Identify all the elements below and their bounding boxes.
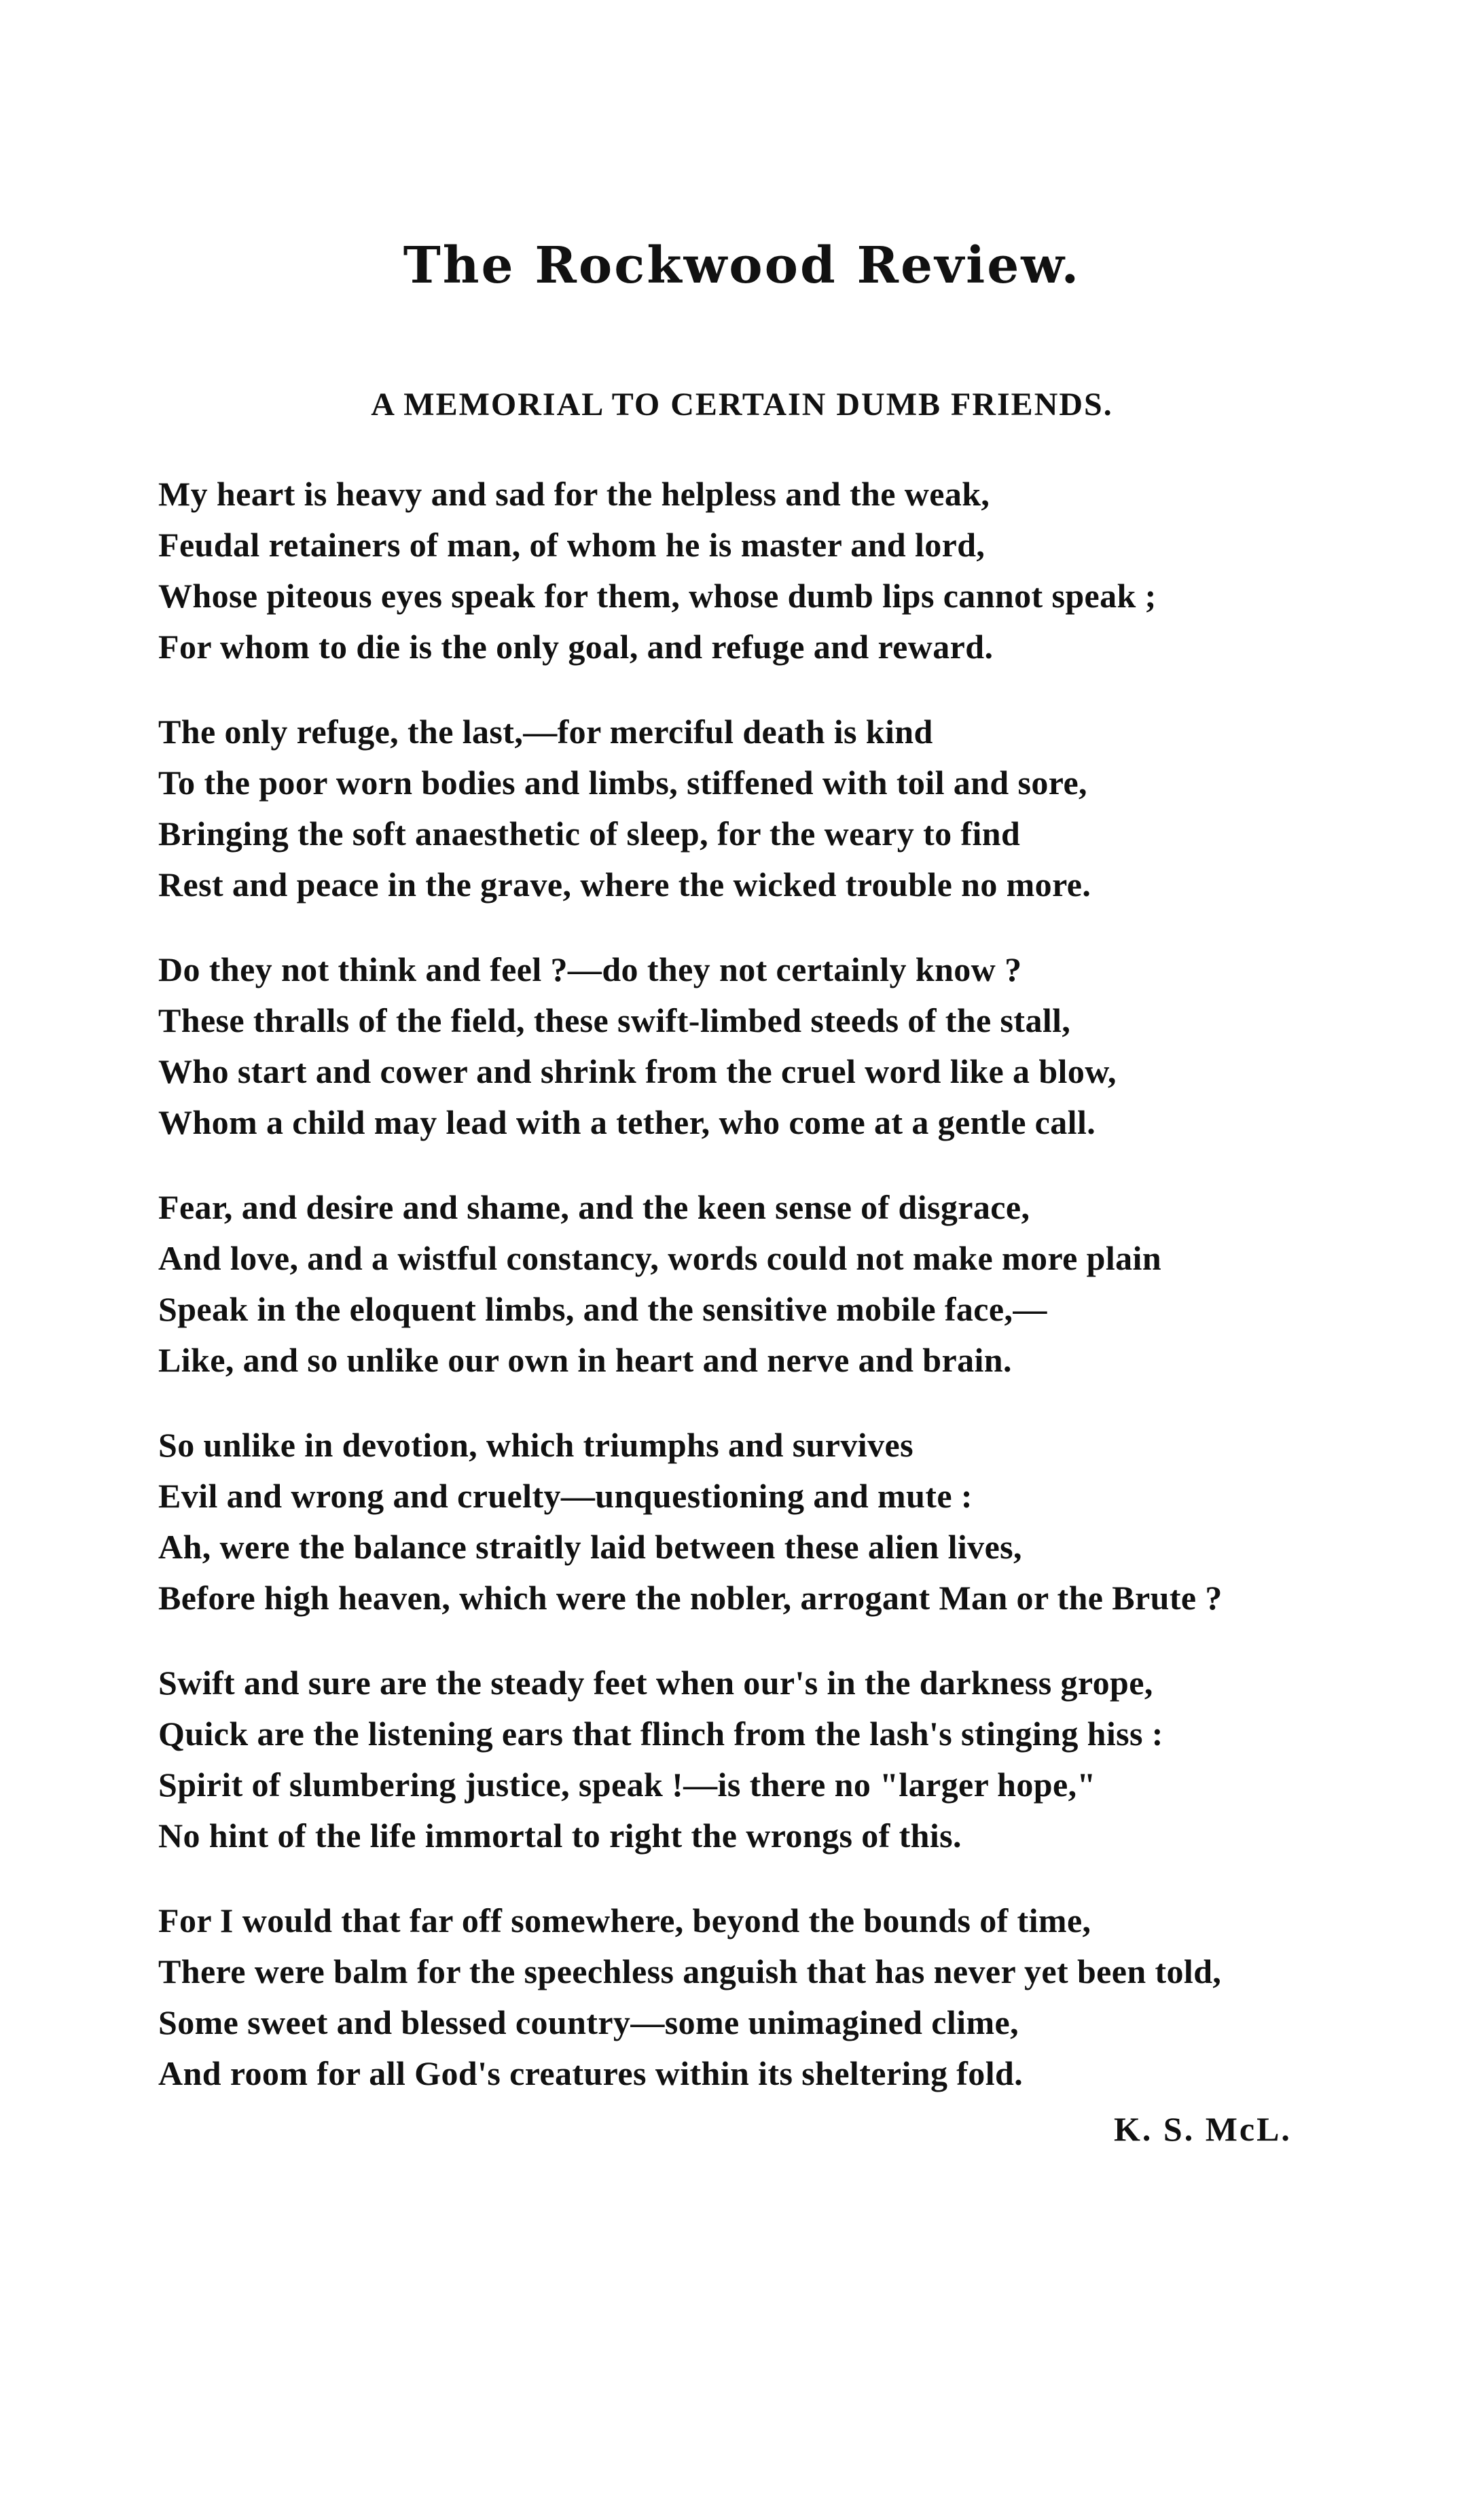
poem-line: For I would that far off somewhere, beyond the bounds of time, xyxy=(158,1901,1091,1939)
poem-line: Bringing the soft anaesthetic of sleep, for the weary to find xyxy=(158,815,1021,853)
poem-line: Evil and wrong and cruelty—unquestioning and mute : xyxy=(158,1477,973,1515)
poem-line: Do they not think and feel ?—do they not certainly know ? xyxy=(158,950,1022,988)
poem-line: And love, and a wistful constancy, words could not make more plain xyxy=(158,1239,1162,1277)
masthead-title: The Rockwood Review. xyxy=(403,236,1081,295)
poem-line: And room for all God's creatures within its sheltering fold. xyxy=(158,2054,1024,2092)
stanza-5 xyxy=(158,1420,1381,1624)
stanza-6 xyxy=(158,1658,1381,1861)
poem-line: Speak in the eloquent limbs, and the sensitive mobile face,— xyxy=(158,1290,1047,1328)
poem-line: There were balm for the speechless anguish that has never yet been told, xyxy=(158,1952,1222,1990)
poem-line: Feudal retainers of man, of whom he is master and lord, xyxy=(158,526,985,564)
poem-line: Ah, were the balance straitly laid between these alien lives, xyxy=(158,1528,1022,1566)
poem-line: Who start and cower and shrink from the cruel word like a blow, xyxy=(158,1052,1117,1090)
stanza-2 xyxy=(158,707,1381,910)
poem-line: Like, and so unlike our own in heart and nerve and brain. xyxy=(158,1341,1012,1379)
poem-line: The only refuge, the last,—for merciful death is kind xyxy=(158,713,933,751)
poem-line: Rest and peace in the grave, where the wicked trouble no more. xyxy=(158,865,1091,904)
stanza-7 xyxy=(158,1895,1381,2099)
poem-line: Swift and sure are the steady feet when our's in the darkness grope, xyxy=(158,1664,1153,1702)
poem-line: Before high heaven, which were the nobler, arrogant Man or the Brute ? xyxy=(158,1579,1223,1617)
poem-title: A MEMORIAL TO CERTAIN DUMB FRIENDS. xyxy=(371,387,1113,423)
poem-line: Quick are the listening ears that flinch from the lash's stinging hiss : xyxy=(158,1715,1163,1753)
poem-line: Whose piteous eyes speak for them, whose dumb lips cannot speak ; xyxy=(158,577,1157,615)
poem-line: No hint of the life immortal to right the wrongs of this. xyxy=(158,1817,962,1855)
poem-line: Fear, and desire and shame, and the keen sense of disgrace, xyxy=(158,1188,1030,1226)
poem-line: To the poor worn bodies and limbs, stiffened with toil and sore, xyxy=(158,764,1087,802)
stanza-4 xyxy=(158,1182,1381,1386)
poem-line: My heart is heavy and sad for the helpless and the weak, xyxy=(158,475,990,513)
author-signature: K. S. McL. xyxy=(1114,2110,1292,2148)
poem-line: Spirit of slumbering justice, speak !—is there no "larger hope," xyxy=(158,1766,1096,1804)
poem-line: For whom to die is the only goal, and refuge and reward. xyxy=(158,628,994,666)
poem-line: Some sweet and blessed country—some unimagined clime, xyxy=(158,2003,1019,2041)
poem-line: So unlike in devotion, which triumphs and survives xyxy=(158,1426,913,1464)
poem-body xyxy=(158,469,1381,2133)
stanza-3 xyxy=(158,944,1381,1148)
poem-line: These thralls of the field, these swift-limbed steeds of the stall, xyxy=(158,1001,1071,1039)
poem-line: Whom a child may lead with a tether, who come at a gentle call. xyxy=(158,1103,1096,1141)
stanza-1 xyxy=(158,469,1381,673)
